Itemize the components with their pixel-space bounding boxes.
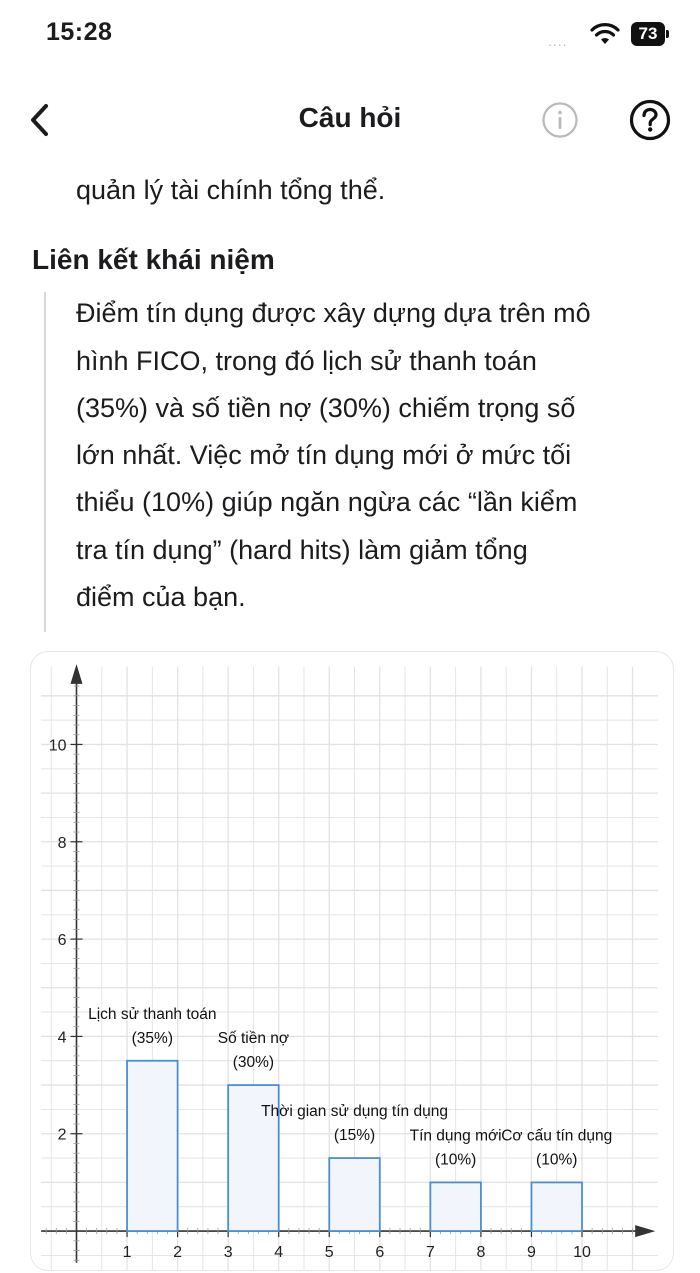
- bar-label: Cơ cấu tín dụng: [501, 1127, 613, 1145]
- section-title: Liên kết khái niệm: [32, 244, 275, 275]
- signal-icon: ....: [548, 33, 568, 49]
- question-icon: [628, 98, 672, 142]
- y-axis-arrow-icon: [70, 664, 82, 684]
- concept-line: thiểu (10%) giúp ngăn ngừa các “lần kiểm: [76, 487, 578, 517]
- x-tick-label: 4: [274, 1244, 284, 1262]
- x-tick-label: 8: [476, 1244, 486, 1262]
- bar-chart: [31, 652, 673, 1270]
- chart-card: [30, 651, 674, 1271]
- battery-indicator: 73: [631, 22, 665, 46]
- bar-value-label: (10%): [536, 1151, 578, 1169]
- bar-value-label: (35%): [131, 1029, 174, 1047]
- bar: [329, 1158, 380, 1231]
- concept-quote: [44, 292, 666, 632]
- body-text: quản lý tài chính tổng thể.: [76, 175, 386, 205]
- x-tick-label: 9: [527, 1244, 536, 1262]
- info-button[interactable]: [540, 100, 580, 140]
- bar-label: Thời gian sử dụng tín dụng: [261, 1103, 448, 1121]
- x-tick-label: 3: [223, 1244, 233, 1262]
- concept-line: hình FICO, trong đó lịch sử thanh toán: [76, 346, 537, 376]
- x-tick-label: 7: [425, 1244, 435, 1262]
- help-button[interactable]: [628, 98, 672, 142]
- bar-value-label: (10%): [434, 1151, 477, 1169]
- x-tick-label: 2: [173, 1244, 183, 1262]
- y-tick-label: 10: [48, 737, 67, 755]
- bar-label: Số tiền nợ: [217, 1030, 290, 1048]
- x-tick-label: 10: [573, 1244, 591, 1262]
- x-tick-label: 6: [375, 1244, 385, 1262]
- bar-label: Lịch sử thanh toán: [88, 1005, 217, 1023]
- y-tick-label: 8: [57, 834, 67, 852]
- concept-line: (35%) và số tiền nợ (30%) chiếm trọng số: [76, 393, 576, 423]
- nav-bar: [0, 88, 700, 152]
- battery-cap: [666, 30, 669, 38]
- bar-value-label: (30%): [232, 1054, 275, 1072]
- concept-line: lớn nhất. Việc mở tín dụng mới ở mức tối: [76, 440, 572, 470]
- bar-label: Tín dụng mới: [409, 1127, 502, 1145]
- bar-value-label: (15%): [333, 1127, 376, 1145]
- y-tick-label: 2: [57, 1126, 67, 1144]
- status-bar: [0, 0, 700, 70]
- wifi-icon: [590, 22, 620, 46]
- bar: [127, 1061, 178, 1231]
- status-time: 15:28: [46, 18, 113, 46]
- page-title: Câu hỏi: [298, 102, 402, 133]
- concept-line: điểm của bạn.: [76, 582, 246, 612]
- info-icon: [540, 100, 580, 140]
- concept-line: Điểm tín dụng được xây dựng dựa trên mô: [76, 298, 591, 328]
- y-tick-label: 6: [57, 932, 67, 950]
- x-tick-label: 1: [122, 1244, 132, 1262]
- bar: [430, 1182, 481, 1231]
- x-axis-arrow-icon: [635, 1225, 655, 1237]
- x-tick-label: 5: [324, 1244, 334, 1262]
- y-tick-label: 4: [57, 1029, 67, 1047]
- bar: [531, 1182, 582, 1231]
- concept-line: tra tín dụng” (hard hits) làm giảm tổng: [76, 535, 528, 565]
